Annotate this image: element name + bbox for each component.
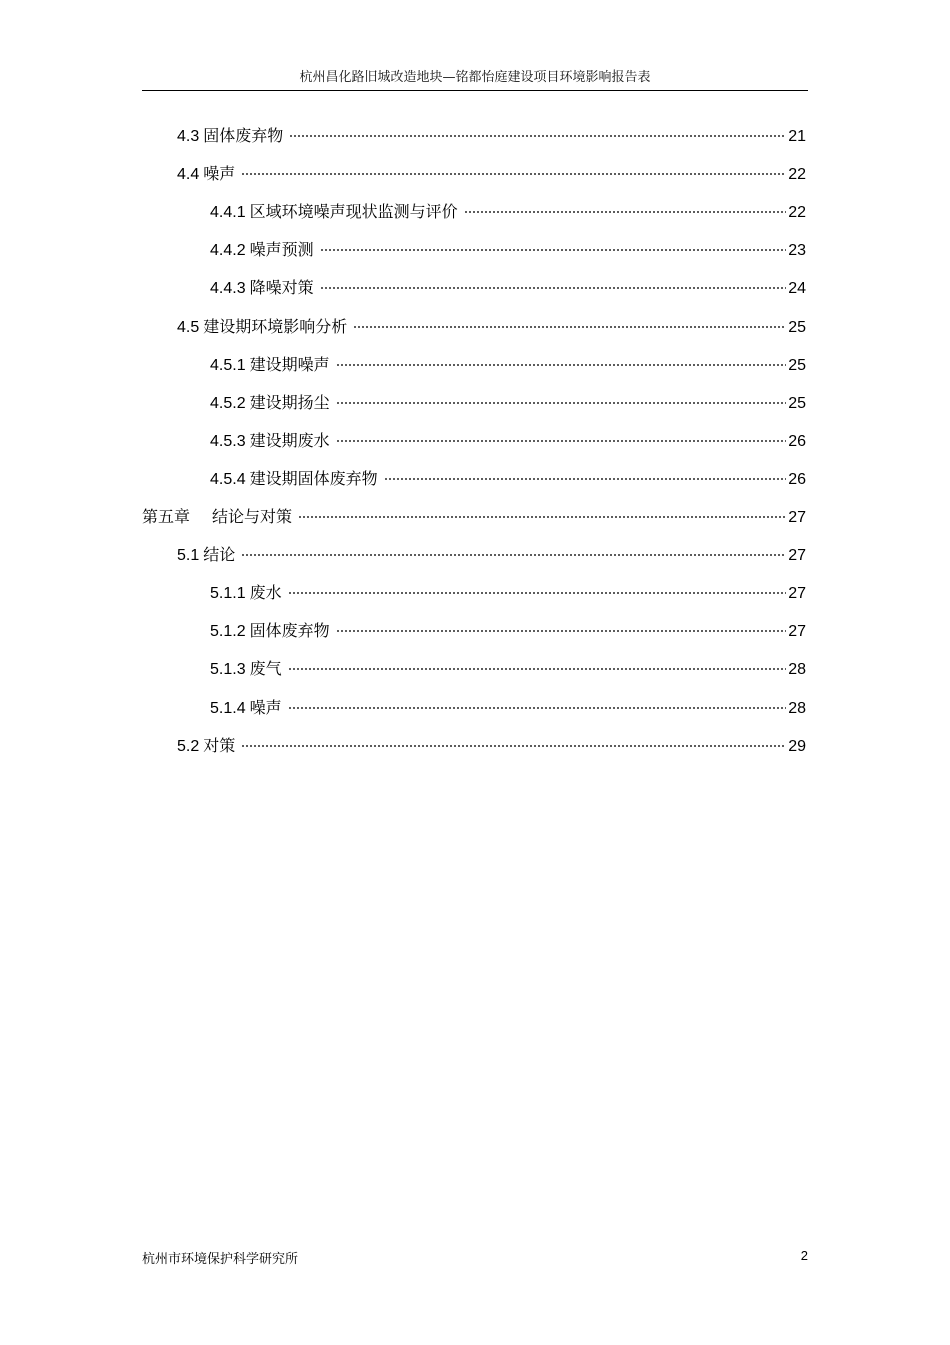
running-header: 杭州昌化路旧城改造地块—铭都怡庭建设项目环境影响报告表 [299, 70, 651, 85]
toc-entry-title: 建设期扬尘 [249, 393, 330, 412]
toc-entry[interactable] [177, 124, 806, 148]
toc-dot-leader [288, 668, 787, 670]
toc-dot-leader [288, 707, 787, 709]
toc-entry-title: 噪声预测 [249, 240, 314, 259]
toc-entry-page: 22 [788, 204, 806, 221]
toc-entry-title: 建设期固体废弃物 [249, 469, 378, 488]
toc-entry[interactable] [177, 734, 806, 758]
toc-entry-title: 噪声 [203, 164, 236, 183]
toc-entry-number: 5.1 [177, 547, 200, 564]
toc-entry-title: 结论与对策 [212, 507, 293, 526]
toc-entry-title: 废水 [249, 583, 282, 602]
toc-dot-leader [241, 745, 786, 747]
toc-dot-leader [336, 402, 787, 404]
toc-entry-page: 25 [788, 319, 806, 336]
toc-entry-page: 22 [788, 166, 806, 183]
toc-entry-title: 建设期环境影响分析 [203, 317, 348, 336]
toc-entry-number: 第五章 [142, 507, 191, 526]
toc-entry-title: 对策 [203, 736, 236, 755]
toc-entry-number: 4.4.3 [210, 280, 246, 297]
toc-entry-title: 建设期废水 [249, 431, 330, 450]
toc-entry-page: 29 [788, 738, 806, 755]
toc-entry[interactable] [210, 619, 806, 643]
toc-entry-title: 固体废弃物 [203, 126, 284, 145]
toc-entry-page: 27 [788, 623, 806, 640]
toc-entry[interactable] [210, 696, 806, 720]
toc-entry-title: 区域环境噪声现状监测与评价 [249, 202, 458, 221]
toc-entry-title: 降噪对策 [249, 278, 314, 297]
toc-entry-page: 28 [788, 700, 806, 717]
toc-dot-leader [320, 249, 787, 251]
toc-entry[interactable] [177, 162, 806, 186]
toc-entry-page: 21 [788, 128, 806, 145]
toc-entry[interactable] [177, 315, 806, 339]
toc-dot-leader [298, 516, 786, 518]
toc-entry-number: 4.3 [177, 128, 200, 145]
toc-entry-page: 26 [788, 433, 806, 450]
toc-entry-number: 5.1.2 [210, 623, 246, 640]
toc-entry-page: 28 [788, 661, 806, 678]
toc-dot-leader [336, 364, 787, 366]
toc-entry-number: 4.5 [177, 319, 200, 336]
toc-entry-number: 4.5.1 [210, 357, 246, 374]
toc-dot-leader [320, 287, 787, 289]
toc-entry[interactable] [177, 543, 806, 567]
toc-entry-page: 27 [788, 585, 806, 602]
toc-dot-leader [384, 478, 787, 480]
toc-entry[interactable] [210, 200, 806, 224]
toc-entry[interactable] [142, 505, 806, 529]
toc-entry-page: 23 [788, 242, 806, 259]
toc-entry-number: 4.4.2 [210, 242, 246, 259]
toc-entry-number: 4.5.2 [210, 395, 246, 412]
toc-entry-title: 建设期噪声 [249, 355, 330, 374]
toc-entry[interactable] [210, 391, 806, 415]
toc-entry-number: 5.2 [177, 738, 200, 755]
toc-entry-title: 固体废弃物 [249, 621, 330, 640]
toc-entry-number: 4.5.4 [210, 471, 246, 488]
toc-entry-title: 结论 [203, 545, 236, 564]
toc-entry[interactable] [210, 276, 806, 300]
toc-dot-leader [288, 592, 787, 594]
toc-entry[interactable] [210, 581, 806, 605]
toc-entry[interactable] [210, 238, 806, 262]
toc-entry-page: 27 [788, 547, 806, 564]
toc-entry-number: 5.1.4 [210, 700, 246, 717]
toc-entry-page: 25 [788, 395, 806, 412]
toc-dot-leader [289, 135, 786, 137]
toc-entry[interactable] [210, 353, 806, 377]
toc-dot-leader [241, 173, 786, 175]
toc-entry-number: 4.5.3 [210, 433, 246, 450]
toc-entry[interactable] [210, 657, 806, 681]
toc-entry-title: 噪声 [249, 698, 282, 717]
toc-dot-leader [336, 440, 787, 442]
footer-organization: 杭州市环境保护科学研究所 [142, 1252, 299, 1267]
toc-entry-number: 5.1.1 [210, 585, 246, 602]
toc-entry-page: 25 [788, 357, 806, 374]
toc-entry-page: 27 [788, 509, 806, 526]
footer-page-number: 2 [800, 1248, 808, 1263]
toc-entry[interactable] [210, 467, 806, 491]
toc-dot-leader [241, 554, 786, 556]
toc-entry-number: 5.1.3 [210, 661, 246, 678]
toc-dot-leader [464, 211, 787, 213]
toc-dot-leader [353, 326, 786, 328]
toc-entry-number: 4.4.1 [210, 204, 246, 221]
toc-dot-leader [336, 630, 787, 632]
toc-entry[interactable] [210, 429, 806, 453]
toc-entry-page: 24 [788, 280, 806, 297]
toc-entry-title: 废气 [249, 659, 282, 678]
toc-entry-page: 26 [788, 471, 806, 488]
toc-entry-number: 4.4 [177, 166, 200, 183]
